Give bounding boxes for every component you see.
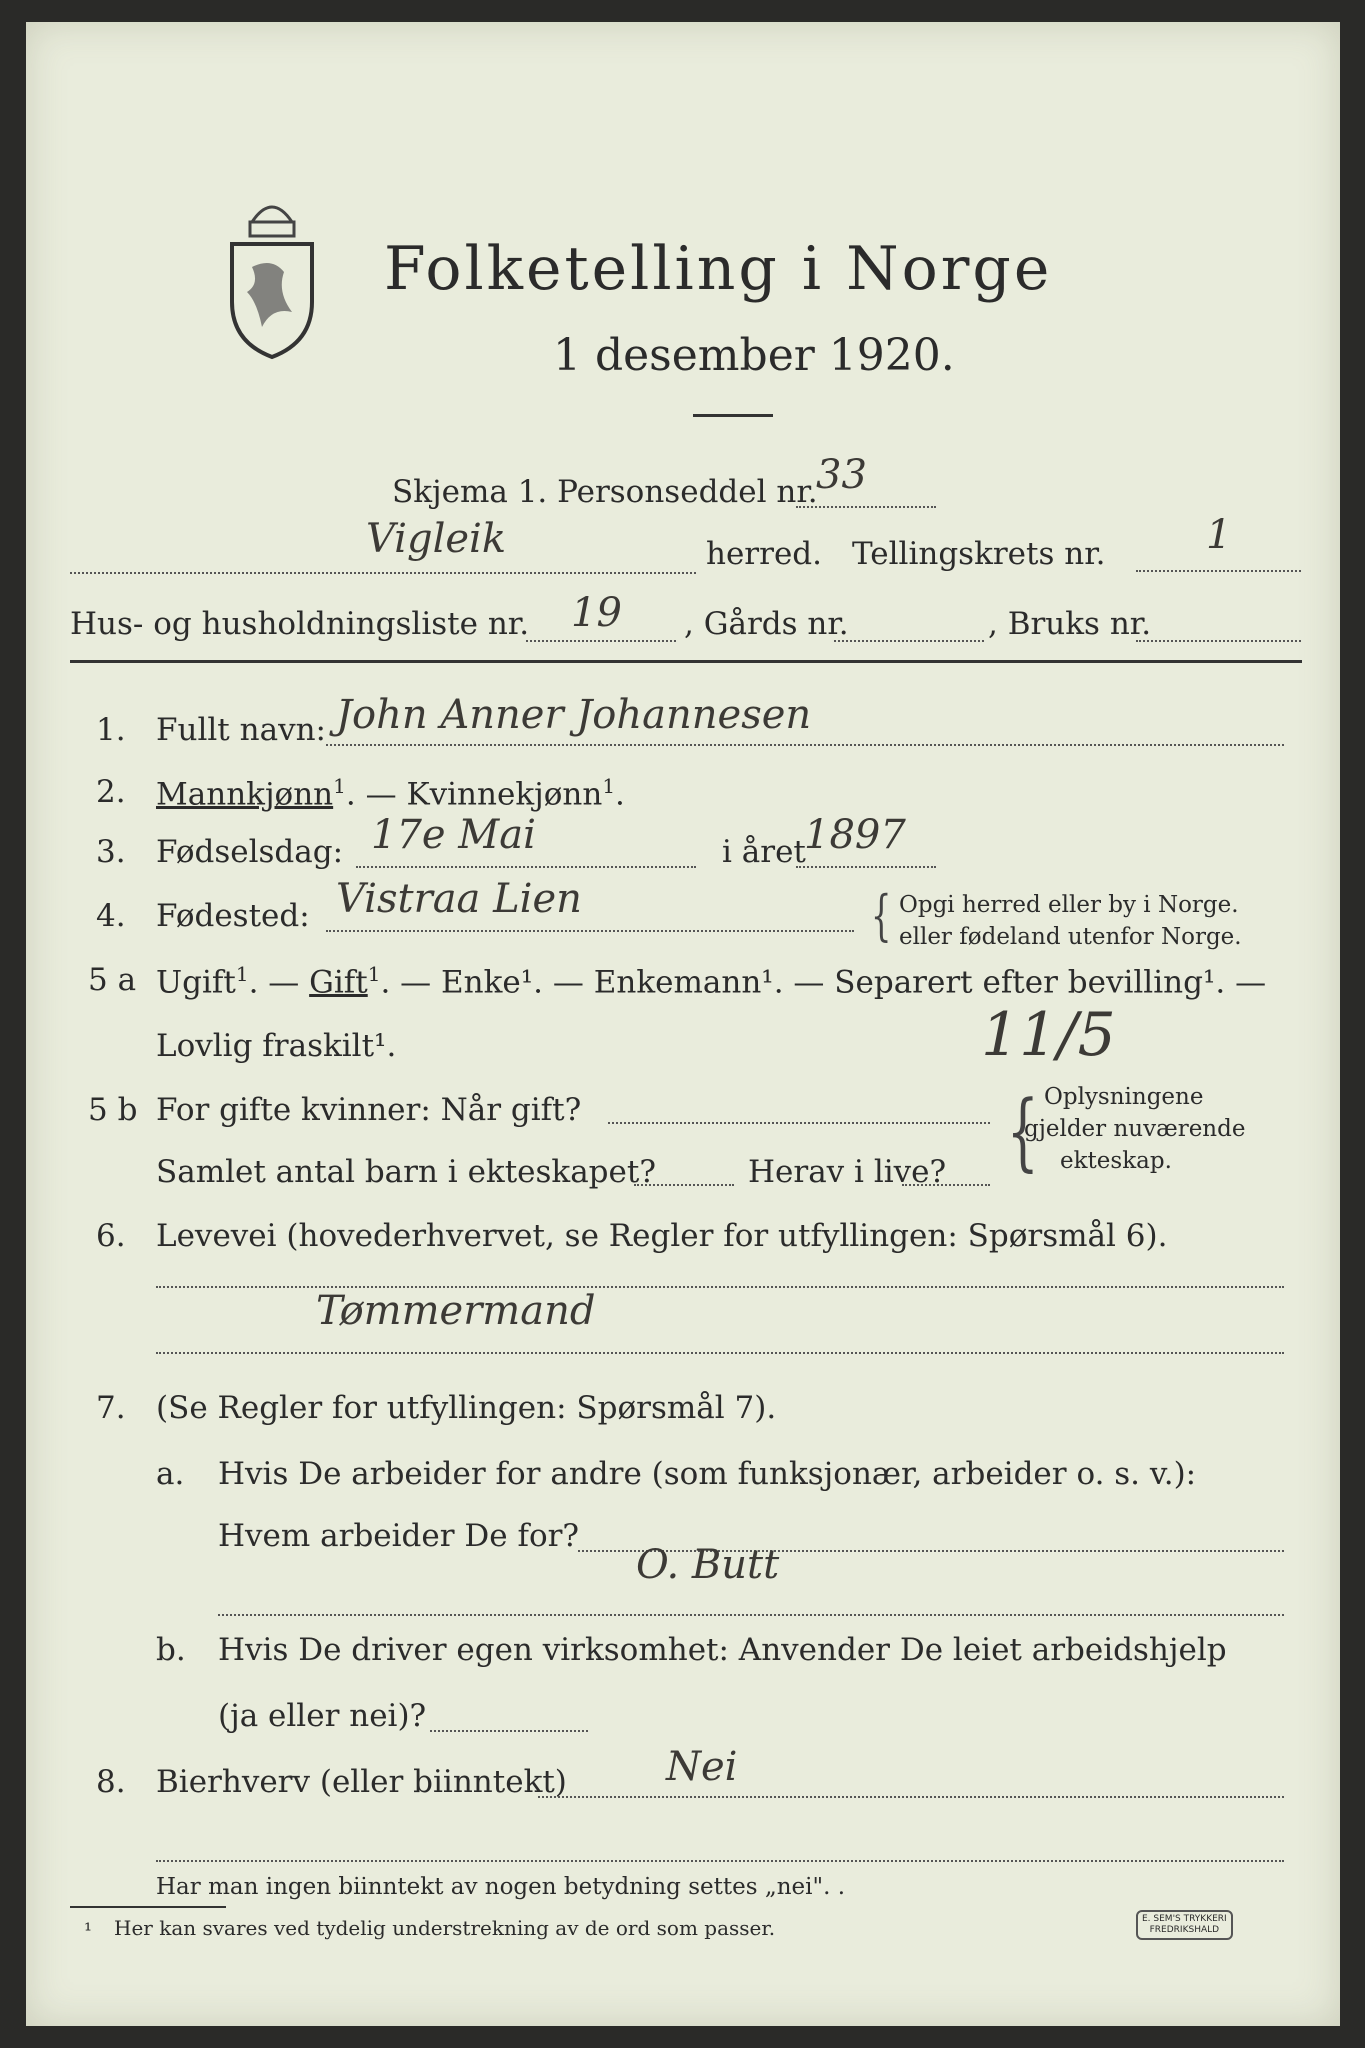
- q5a-other-options[interactable]: . — Enke¹. — Enkemann¹. — Separert efter bevilling¹. —: [380, 964, 1267, 1001]
- q5b-note-1: Oplysningene: [1044, 1084, 1204, 1110]
- q3-year-label: i året: [722, 834, 806, 870]
- q8-line-2: [156, 1860, 1284, 1862]
- q7a-employer[interactable]: O. Butt: [636, 1542, 780, 1588]
- personseddel-nr[interactable]: 33: [816, 452, 867, 498]
- q3-number: 3.: [96, 834, 126, 870]
- q7b-label: Hvis De driver egen virksomhet: Anvender De leiet arbeidshjelp: [218, 1632, 1227, 1668]
- husliste-nr[interactable]: 19: [571, 590, 622, 636]
- coat-of-arms-icon: [222, 192, 322, 362]
- q3-label: Fødselsdag:: [156, 834, 344, 870]
- bruks-label: , Bruks nr.: [988, 606, 1152, 642]
- q3-birthday[interactable]: 17e Mai: [371, 812, 536, 858]
- q6-number: 6.: [96, 1218, 126, 1254]
- personseddel-line: [796, 506, 936, 508]
- q5a-margin-note: 11/5: [981, 1000, 1116, 1070]
- q5a-gift-option[interactable]: Gift: [309, 964, 368, 1001]
- q8-label: Bierhverv (eller biinntekt): [156, 1764, 567, 1800]
- gards-line: [834, 640, 984, 642]
- herred-label: herred.: [706, 536, 822, 572]
- q7b-answer-label: (ja eller nei)?: [218, 1698, 427, 1734]
- q6-line-2: [156, 1352, 1284, 1354]
- q7-label: (Se Regler for utfyllingen: Spørsmål 7).: [156, 1390, 777, 1426]
- census-form: [26, 22, 1340, 2026]
- q5b-children-label: Samlet antal barn i ekteskapet?: [156, 1154, 656, 1190]
- bruks-line: [1136, 640, 1301, 642]
- q8-side-income[interactable]: Nei: [666, 1744, 738, 1790]
- q5b-note-3: ekteskap.: [1060, 1148, 1172, 1174]
- q5b-alive-line: [902, 1184, 990, 1186]
- stamp-line-2: FREDRIKSHALD: [1149, 1925, 1220, 1935]
- q5b-note-2: gjelder nuværende: [1024, 1116, 1246, 1142]
- q4-birthplace[interactable]: Vistraa Lien: [336, 876, 582, 922]
- form-date: 1 desember 1920.: [553, 330, 955, 381]
- q5b-number: 5 b: [88, 1092, 138, 1128]
- printer-stamp: [1136, 1910, 1233, 1940]
- skjema-label: Skjema 1. Personseddel nr.: [392, 474, 818, 510]
- q1-label: Fullt navn:: [156, 712, 326, 748]
- q6-occupation[interactable]: Tømmermand: [316, 1288, 596, 1334]
- q7b-letter: b.: [156, 1632, 186, 1668]
- q3-year-line: [796, 866, 936, 868]
- q6-label: Levevei (hovederhvervet, se Regler for utfyllingen: Spørsmål 6).: [156, 1218, 1168, 1254]
- q1-full-name[interactable]: John Anner Johannesen: [336, 692, 812, 738]
- q1-line: [326, 744, 1284, 746]
- q8-line-1: [538, 1796, 1284, 1798]
- q5b-label: For gifte kvinner: Når gift?: [156, 1092, 582, 1128]
- footnote-text: Her kan svares ved tydelig understrekning av de ord som passer.: [114, 1916, 776, 1940]
- q7a-letter: a.: [156, 1456, 185, 1492]
- footnote-rule: [70, 1906, 226, 1908]
- q8-number: 8.: [96, 1764, 126, 1800]
- header-rule: [70, 660, 1302, 663]
- q2-text: Mannkjønn$^1$. — Kvinnekjønn$^1$.: [156, 774, 625, 813]
- q2-female-option[interactable]: . — Kvinnekjønn: [345, 776, 603, 813]
- q4-brace: {: [870, 884, 892, 947]
- q8-note: Har man ingen biinntekt av nogen betydning settes „nei". .: [156, 1874, 846, 1900]
- q2-number: 2.: [96, 774, 126, 810]
- q7a-employer-label: Hvem arbeider De for?: [218, 1518, 580, 1554]
- husliste-label: Hus- og husholdningsliste nr.: [70, 606, 530, 642]
- q7-number: 7.: [96, 1390, 126, 1426]
- q5a-number: 5 a: [88, 962, 137, 998]
- q4-line: [326, 930, 854, 932]
- q3-year[interactable]: 1897: [804, 812, 906, 858]
- q5b-children-line: [634, 1184, 734, 1186]
- q5a-ugift-option[interactable]: Ugift: [156, 964, 236, 1001]
- q7a-label: Hvis De arbeider for andre (som funksjonær, arbeider o. s. v.):: [218, 1456, 1197, 1492]
- q2-end: .: [615, 776, 625, 813]
- q7b-line: [430, 1730, 588, 1732]
- footnote-mark: ¹: [84, 1918, 93, 1942]
- tellingskrets-line: [1136, 570, 1301, 572]
- herred-line: [70, 572, 696, 574]
- herred-value[interactable]: Vigleik: [366, 516, 507, 562]
- stamp-line-1: E. SEM'S TRYKKERI: [1142, 1914, 1227, 1924]
- tellingskrets-label: Tellingskrets nr.: [852, 536, 1106, 572]
- q4-label: Fødested:: [156, 898, 310, 934]
- q4-note-1: Opgi herred eller by i Norge.: [899, 892, 1239, 918]
- q5b-married-line: [608, 1122, 990, 1124]
- q5b-alive-label: Herav i live?: [748, 1154, 947, 1190]
- q4-number: 4.: [96, 898, 126, 934]
- q2-male-option[interactable]: Mannkjønn: [156, 776, 334, 813]
- q5a-text: Ugift$^1$. — Gift$^1$. — Enke¹. — Enkemann¹. — Separert efter bevilling¹. —: [156, 962, 1267, 1001]
- q7a-line-2: [218, 1614, 1284, 1616]
- gards-label: , Gårds nr.: [684, 606, 849, 642]
- q4-note-2: eller fødeland utenfor Norge.: [899, 924, 1242, 950]
- form-title: Folketelling i Norge: [384, 234, 1053, 304]
- q3-line: [356, 866, 696, 868]
- q1-number: 1.: [96, 712, 126, 748]
- q5a-sep: . —: [248, 964, 310, 1001]
- q5a-line-2[interactable]: Lovlig fraskilt¹.: [156, 1028, 397, 1064]
- husliste-line: [526, 640, 676, 642]
- tellingskrets-nr[interactable]: 1: [1206, 512, 1232, 558]
- title-divider: [693, 414, 773, 417]
- q5b-brace: {: [1006, 1082, 1039, 1180]
